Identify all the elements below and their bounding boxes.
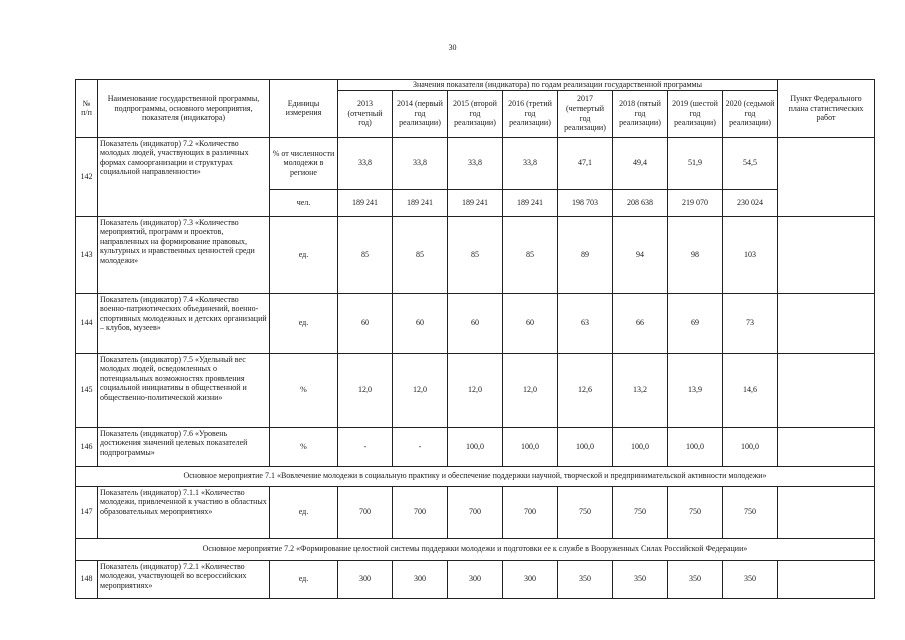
unit-cell: ед. (270, 486, 338, 538)
value-cell: 350 (613, 560, 668, 598)
indicator-name: Показатель (индикатор) 7.3 «Количество мероприятий, программ и проектов, направленных на формирование правовых, культурных и нравственных ценностей среди молодежи» (98, 216, 270, 293)
value-cell: 47,1 (558, 137, 613, 189)
value-cell: 60 (503, 293, 558, 353)
indicator-name: Показатель (индикатор) 7.2 «Количество молодых людей, участвующих в различных формах самоорганизации и структурах социальной направленности» (98, 137, 270, 216)
value-cell: 100,0 (668, 427, 723, 466)
value-cell: 12,0 (448, 353, 503, 427)
value-cell: 85 (503, 216, 558, 293)
table-row (76, 486, 875, 538)
header-unit: Единицы измерения (270, 80, 338, 138)
year-header: 2015 (второй год реализации) (448, 90, 503, 137)
section-row (76, 538, 875, 560)
value-cell: 700 (503, 486, 558, 538)
value-cell: 230 024 (723, 189, 778, 216)
value-cell: 750 (723, 486, 778, 538)
value-cell: 33,8 (503, 137, 558, 189)
value-cell: 300 (338, 560, 393, 598)
year-header: 2019 (шестой год реализации) (668, 90, 723, 137)
table-row (76, 560, 875, 598)
value-cell: 100,0 (448, 427, 503, 466)
unit-cell: % от численности молодежи в регионе (270, 137, 338, 189)
year-header: 2013 (отчетный год) (338, 90, 393, 137)
indicator-name: Показатель (индикатор) 7.1.1 «Количество молодежи, привлеченной к участию в областных образовательных мероприятиях» (98, 486, 270, 538)
header-years-group: Значения показателя (индикатора) по годам реализации государственной программы (338, 80, 778, 91)
value-cell: 60 (338, 293, 393, 353)
row-number: 145 (76, 353, 98, 427)
value-cell: 12,0 (503, 353, 558, 427)
value-cell: 300 (448, 560, 503, 598)
year-header: 2014 (первый год реализации) (393, 90, 448, 137)
indicator-table (75, 79, 875, 599)
value-cell: 49,4 (613, 137, 668, 189)
header-num: № п/п (76, 80, 98, 138)
year-header: 2020 (седьмой год реализации) (723, 90, 778, 137)
table-row (76, 293, 875, 353)
row-number: 142 (76, 137, 98, 216)
value-cell: 700 (393, 486, 448, 538)
row-number: 148 (76, 560, 98, 598)
value-cell: 89 (558, 216, 613, 293)
value-cell: 103 (723, 216, 778, 293)
indicator-name: Показатель (индикатор) 7.5 «Удельный вес молодых людей, осведомленных о потенциальных возможностях проявления социальной инициативы в общественной и общественно-политической жизни» (98, 353, 270, 427)
value-cell: 350 (723, 560, 778, 598)
row-number: 146 (76, 427, 98, 466)
value-cell: 66 (613, 293, 668, 353)
table-row (76, 427, 875, 466)
value-cell: 13,2 (613, 353, 668, 427)
header-name: Наименование государственной программы, подпрограммы, основного мероприятия, показателя (индикатора) (98, 80, 270, 138)
value-cell: 85 (338, 216, 393, 293)
value-cell: - (338, 427, 393, 466)
plan-item-cell (778, 216, 875, 293)
indicator-name: Показатель (индикатор) 7.6 «Уровень достижения значений целевых показателей подпрограммы» (98, 427, 270, 466)
section-heading: Основное мероприятие 7.2 «Формирование целостной системы поддержки молодежи и подготовки ее к службе в Вооруженных Силах Российской Федерации» (76, 538, 875, 560)
value-cell: 100,0 (613, 427, 668, 466)
table-row (76, 216, 875, 293)
table-row (76, 137, 875, 189)
table-row (76, 353, 875, 427)
row-number: 144 (76, 293, 98, 353)
value-cell: 350 (668, 560, 723, 598)
value-cell: 33,8 (393, 137, 448, 189)
row-number: 143 (76, 216, 98, 293)
value-cell: 73 (723, 293, 778, 353)
value-cell: 700 (448, 486, 503, 538)
value-cell: 85 (393, 216, 448, 293)
indicator-name: Показатель (индикатор) 7.4 «Количество военно-патриотических объединений, военно-спортивных молодежных и детских организаций – клубов, музеев» (98, 293, 270, 353)
plan-item-cell (778, 137, 875, 216)
value-cell: 750 (558, 486, 613, 538)
value-cell: 33,8 (338, 137, 393, 189)
value-cell: 51,9 (668, 137, 723, 189)
value-cell: 350 (558, 560, 613, 598)
plan-item-cell (778, 353, 875, 427)
value-cell: 189 241 (503, 189, 558, 216)
value-cell: 700 (338, 486, 393, 538)
plan-item-cell (778, 427, 875, 466)
unit-cell: ед. (270, 560, 338, 598)
value-cell: 219 070 (668, 189, 723, 216)
value-cell: 208 638 (613, 189, 668, 216)
year-header: 2017 (четвертый год реализации) (558, 90, 613, 137)
value-cell: 100,0 (503, 427, 558, 466)
year-header: 2016 (третий год реализации) (503, 90, 558, 137)
plan-item-cell (778, 293, 875, 353)
value-cell: 750 (613, 486, 668, 538)
page-number: 30 (448, 43, 457, 52)
value-cell: 750 (668, 486, 723, 538)
plan-item-cell (778, 560, 875, 598)
value-cell: 13,9 (668, 353, 723, 427)
value-cell: 85 (448, 216, 503, 293)
unit-cell: % (270, 353, 338, 427)
value-cell: 98 (668, 216, 723, 293)
unit-cell: % (270, 427, 338, 466)
section-heading: Основное мероприятие 7.1 «Вовлечение молодежи в социальную практику и обеспечение поддержки научной, творческой и предпринимательской активности молодежи» (76, 466, 875, 486)
indicator-name: Показатель (индикатор) 7.2.1 «Количество молодежи, участвующей во всероссийских мероприятиях» (98, 560, 270, 598)
value-cell: 14,6 (723, 353, 778, 427)
value-cell: 300 (503, 560, 558, 598)
value-cell: - (393, 427, 448, 466)
section-row (76, 466, 875, 486)
value-cell: 33,8 (448, 137, 503, 189)
plan-item-cell (778, 486, 875, 538)
year-header: 2018 (пятый год реализации) (613, 90, 668, 137)
unit-cell: ед. (270, 293, 338, 353)
value-cell: 198 703 (558, 189, 613, 216)
value-cell: 189 241 (393, 189, 448, 216)
value-cell: 60 (393, 293, 448, 353)
value-cell: 100,0 (558, 427, 613, 466)
value-cell: 300 (393, 560, 448, 598)
value-cell: 94 (613, 216, 668, 293)
value-cell: 63 (558, 293, 613, 353)
value-cell: 69 (668, 293, 723, 353)
value-cell: 54,5 (723, 137, 778, 189)
value-cell: 60 (448, 293, 503, 353)
header-plan-item: Пункт Федерального плана статистических работ (778, 80, 875, 138)
value-cell: 189 241 (448, 189, 503, 216)
value-cell: 189 241 (338, 189, 393, 216)
value-cell: 12,0 (338, 353, 393, 427)
unit-cell: чел. (270, 189, 338, 216)
value-cell: 12,6 (558, 353, 613, 427)
unit-cell: ед. (270, 216, 338, 293)
value-cell: 100,0 (723, 427, 778, 466)
row-number: 147 (76, 486, 98, 538)
value-cell: 12,0 (393, 353, 448, 427)
